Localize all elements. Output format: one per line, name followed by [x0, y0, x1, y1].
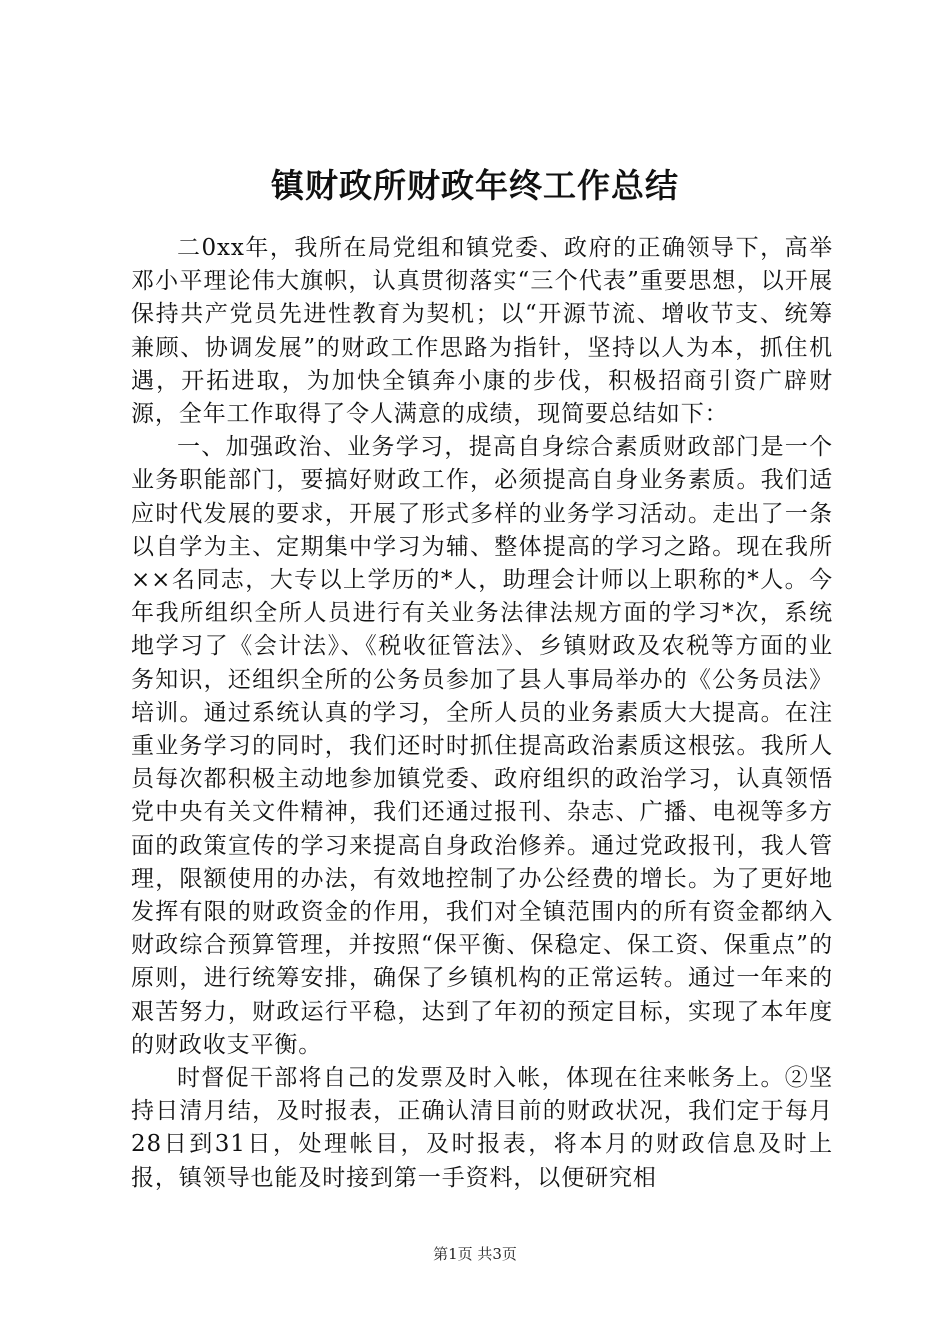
document-body: [131, 232, 833, 1195]
page-number-footer: 第1页 共3页: [433, 1245, 517, 1263]
paragraph-continuation: 时督促干部将自己的发票及时入帐，体现在往来帐务上。②坚持日清月结，及时报表，正确认清目前的财政状况，我们定于每月28日到31日，处理帐目，及时报表，将本月的财政信息及时上报，镇领导也能及时接到第一手资料，以便研究相: [131, 1065, 833, 1191]
paragraph-intro: 二0xx年，我所在局党组和镇党委、政府的正确领导下，高举邓小平理论伟大旗帜，认真贯彻落实“三个代表”重要思想，以开展保持共产党员先进性教育为契机；以“开源节流、增收节支、统筹兼顾、协调发展”的财政工作思路为指针，坚持以人为本，抓住机遇，开拓进取，为加快全镇奔小康的步伐，积极招商引资广辟财源，全年工作取得了令人满意的成绩，现简要总结如下：: [131, 235, 833, 428]
document-title: 镇财政所财政年终工作总结: [271, 166, 679, 205]
paragraph-section-one: 一、加强政治、业务学习，提高自身综合素质财政部门是一个业务职能部门，要搞好财政工作，必须提高自身业务素质。我们适应时代发展的要求，开展了形式多样的业务学习活动。走出了一条以自学为主、定期集中学习为辅、整体提高的学习之路。现在我所××名同志，大专以上学历的*人，助理会计师以上职称的*人。今年我所组织全所人员进行有关业务法律法规方面的学习*次，系统地学习了《会计法》、《税收征管法》、乡镇财政及农税等方面的业务知识，还组织全所的公务员参加了县人事局举办的《公务员法》培训。通过系统认真的学习，全所人员的业务素质大大提高。在注重业务学习的同时，我们还时时抓住提高政治素质这根弦。我所人员每次都积极主动地参加镇党委、政府组织的政治学习，认真领悟党中央有关文件精神，我们还通过报刊、杂志、广播、电视等多方面的政策宣传的学习来提高自身政治修养。通过党政报刊，我人管理，限额使用的办法，有效地控制了办公经费的增长。为了更好地发挥有限的财政资金的作用，我们对全镇范围内的所有资金都纳入财政综合预算管理，并按照“保平衡、保稳定、保工资、保重点”的原则，进行统筹安排，确保了乡镇机构的正常运转。通过一年来的艰苦努力，财政运行平稳，达到了年初的预定目标，实现了本年度的财政收支平衡。: [131, 434, 833, 1058]
